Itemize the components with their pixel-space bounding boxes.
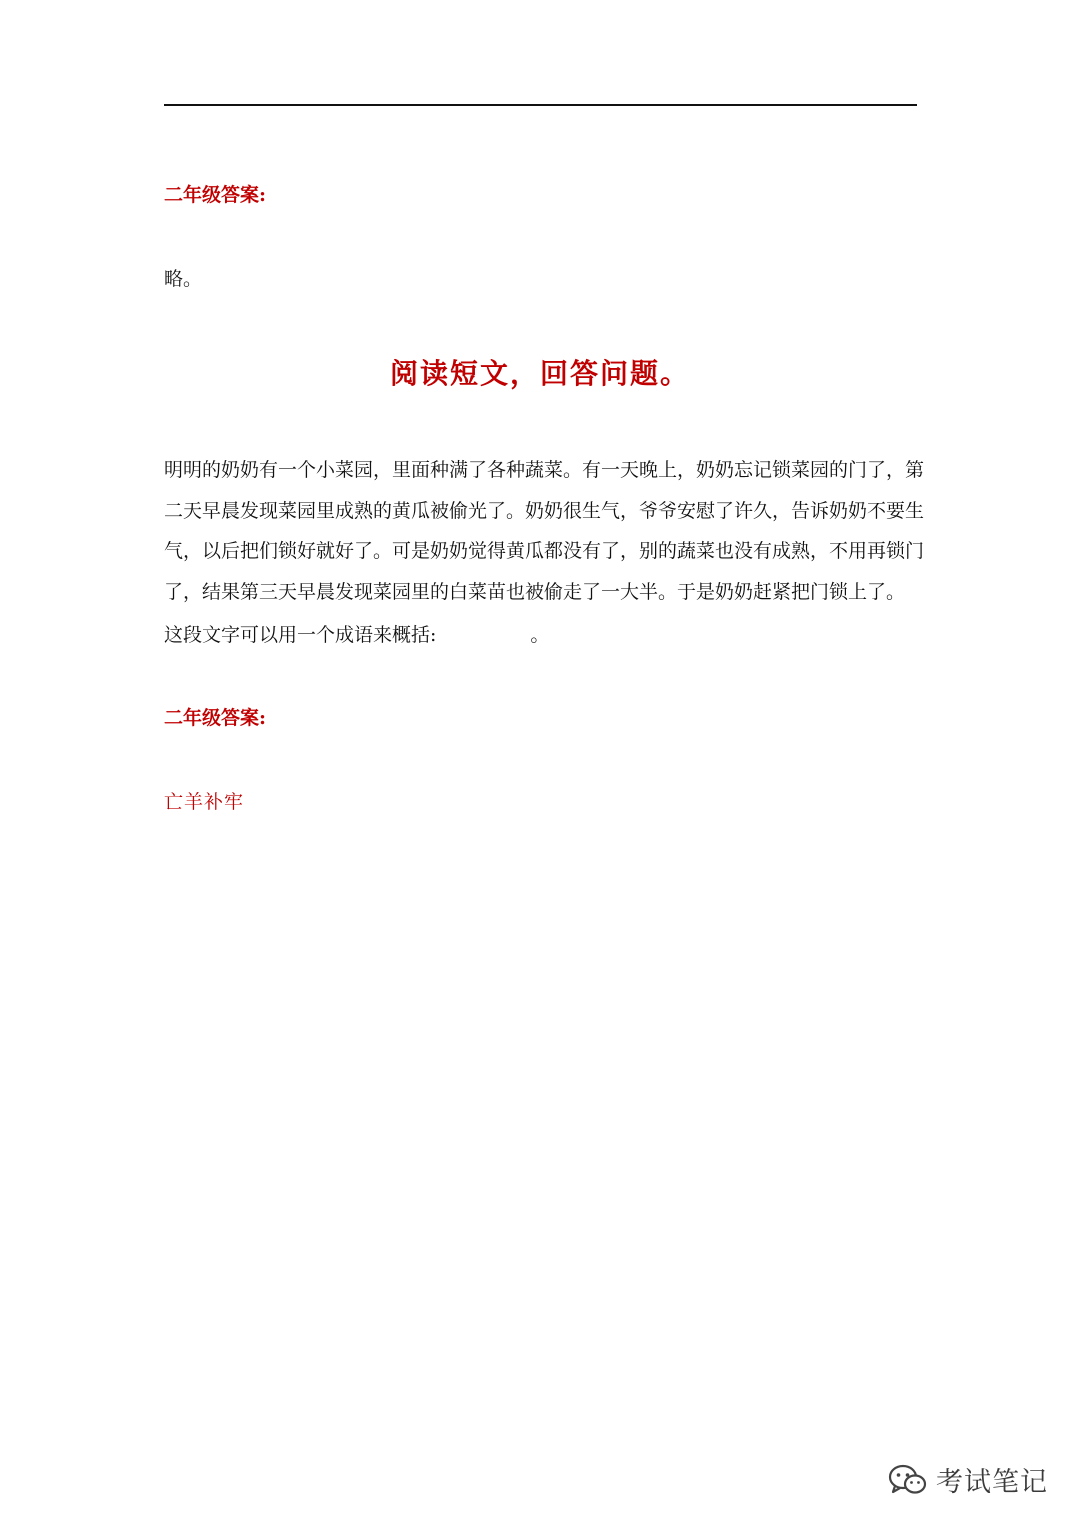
reading-passage	[164, 450, 924, 612]
section-title: 阅读短文，回答问题。	[389, 357, 690, 390]
wechat-icon	[888, 1463, 928, 1497]
answer-label: 二年级答案:	[164, 707, 267, 729]
question-text: 这段文字可以用一个成语来概括:	[164, 624, 437, 646]
answer-text: 略。	[164, 268, 203, 290]
watermark-text: 考试笔记	[936, 1467, 1048, 1498]
question	[164, 621, 549, 649]
passage-text: 明明的奶奶有一个小菜园，里面种满了各种蔬菜。有一天晚上，奶奶忘记锁菜园的门了，第二天早晨发现菜园里成熟的黄瓜被偷光了。奶奶很生气，爷爷安慰了许久，告诉奶奶不要生气，以后把们锁好就好了。可是奶奶觉得黄瓜都没有了，别的蔬菜也没有成熟，不用再锁门了，结果第三天早晨发现菜园里的白菜苗也被偷走了一大半。于是奶奶赶紧把门锁上了。	[164, 459, 925, 603]
question-end: 。	[530, 624, 550, 646]
watermark	[888, 1460, 1048, 1499]
header-rule	[164, 104, 917, 106]
idiom-answer: 亡羊补牢	[164, 791, 245, 813]
answer-label: 二年级答案:	[164, 184, 267, 206]
